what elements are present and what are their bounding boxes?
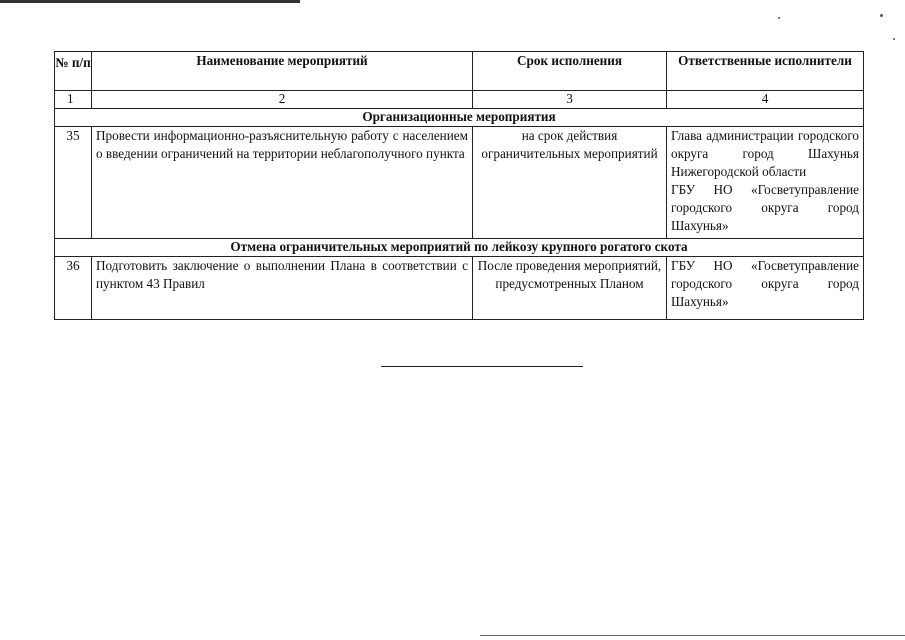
section-row	[55, 239, 864, 257]
header-responsible: Ответственные исполнители	[667, 52, 864, 91]
measures-table	[54, 51, 864, 320]
column-number: 2	[92, 91, 473, 109]
section-title-cancellation: Отмена ограничительных мероприятий по лейкозу крупного рогатого скота	[55, 239, 864, 257]
column-number: 1	[55, 91, 92, 109]
row-responsible	[667, 127, 864, 239]
responsible-line: ГБУ НО «Госветуправление городского округа город Шахунья»	[671, 258, 859, 309]
responsible-line: ГБУ НО «Госветуправление городского округа город Шахунья»	[671, 182, 859, 233]
scan-speck	[880, 14, 883, 17]
table-header-row	[55, 52, 864, 91]
row-deadline: на срок действия ограничительных мероприятий	[473, 127, 667, 239]
column-number: 4	[667, 91, 864, 109]
section-title-organizational: Организационные мероприятия	[55, 109, 864, 127]
row-measure-name: Подготовить заключение о выполнении Плана в соответствии с пунктом 43 Правил	[92, 257, 473, 320]
header-measure-name: Наименование мероприятий	[92, 52, 473, 91]
responsible-line: Глава администрации городского округа город Шахунья Нижегородской области	[671, 128, 859, 179]
row-measure-name: Провести информационно-разъяснительную работу с населением о введении ограничений на территории неблагополучного пункта	[92, 127, 473, 239]
scan-speck	[778, 17, 780, 19]
row-number: 36	[55, 257, 92, 320]
column-number: 3	[473, 91, 667, 109]
header-deadline: Срок исполнения	[473, 52, 667, 91]
section-row	[55, 109, 864, 127]
column-number-row	[55, 91, 864, 109]
row-responsible	[667, 257, 864, 320]
table-row	[55, 257, 864, 320]
table-row	[55, 127, 864, 239]
row-deadline: После проведения мероприятий, предусмотренных Планом	[473, 257, 667, 320]
scan-edge-line	[0, 0, 300, 3]
scan-edge-line	[480, 635, 905, 636]
row-number: 35	[55, 127, 92, 239]
closing-rule	[381, 366, 583, 367]
scan-speck	[893, 38, 895, 40]
header-number: № п/п	[55, 52, 92, 91]
